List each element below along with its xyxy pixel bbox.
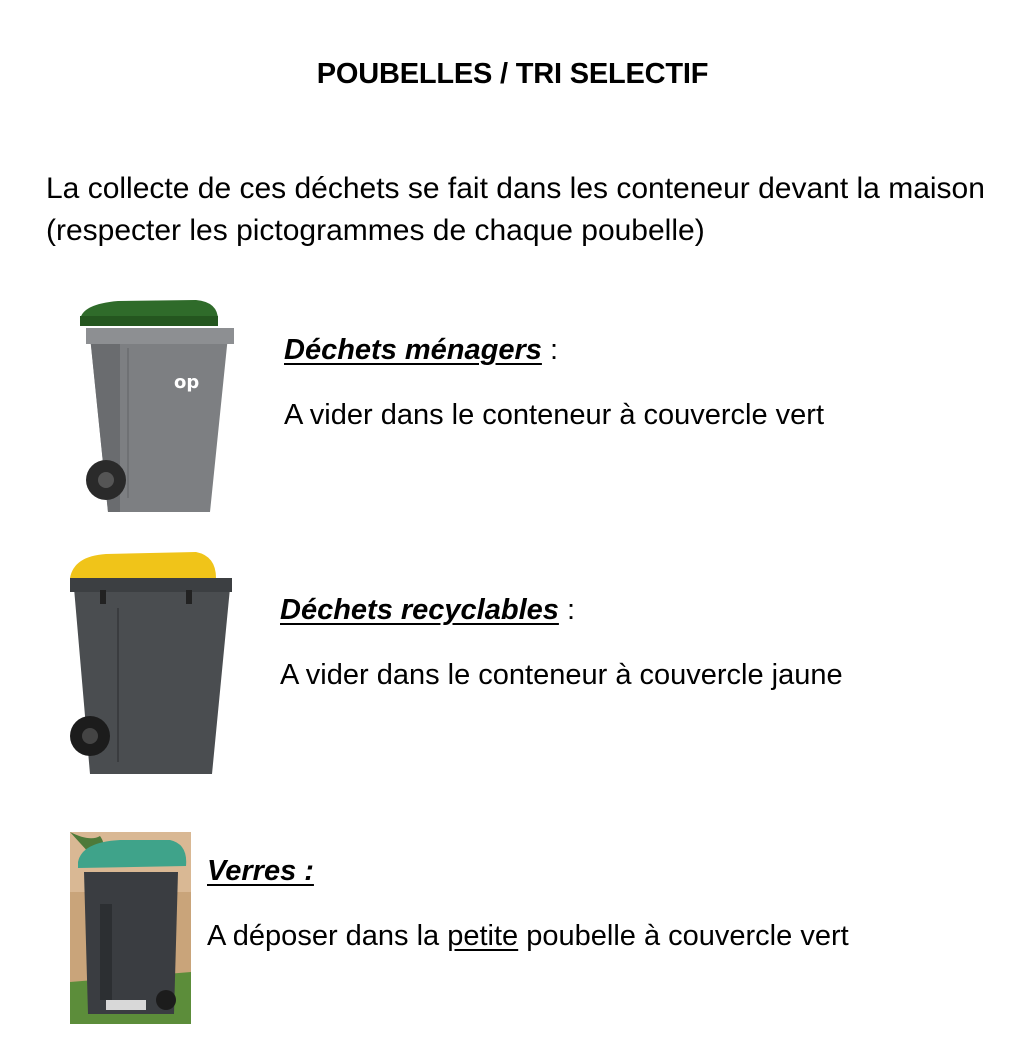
section-heading-menagers: Déchets ménagers :	[284, 334, 559, 366]
section-desc-verres: A déposer dans la petite poubelle à couvercle vert	[207, 920, 849, 952]
dark-bin-yellow-lid-icon	[66, 548, 234, 778]
section-desc-recyclables: A vider dans le conteneur à couvercle jaune	[280, 659, 843, 691]
emphasis-petite: petite	[447, 920, 519, 952]
intro-paragraph: La collecte de ces déchets se fait dans les conteneur devant la maison (respecter les pictogrammes de chaque poubelle)	[46, 172, 985, 247]
section-desc-menagers: A vider dans le conteneur à couvercle vert	[284, 399, 825, 431]
page-title: POUBELLES / TRI SELECTIF	[316, 58, 709, 90]
section-heading-recyclables: Déchets recyclables :	[280, 594, 576, 626]
section-heading-verres: Verres :	[207, 855, 314, 887]
small-bin-green-lid-photo-icon	[70, 832, 191, 1024]
grey-bin-green-lid-icon	[78, 298, 238, 520]
svg-text:op: op	[174, 372, 200, 393]
